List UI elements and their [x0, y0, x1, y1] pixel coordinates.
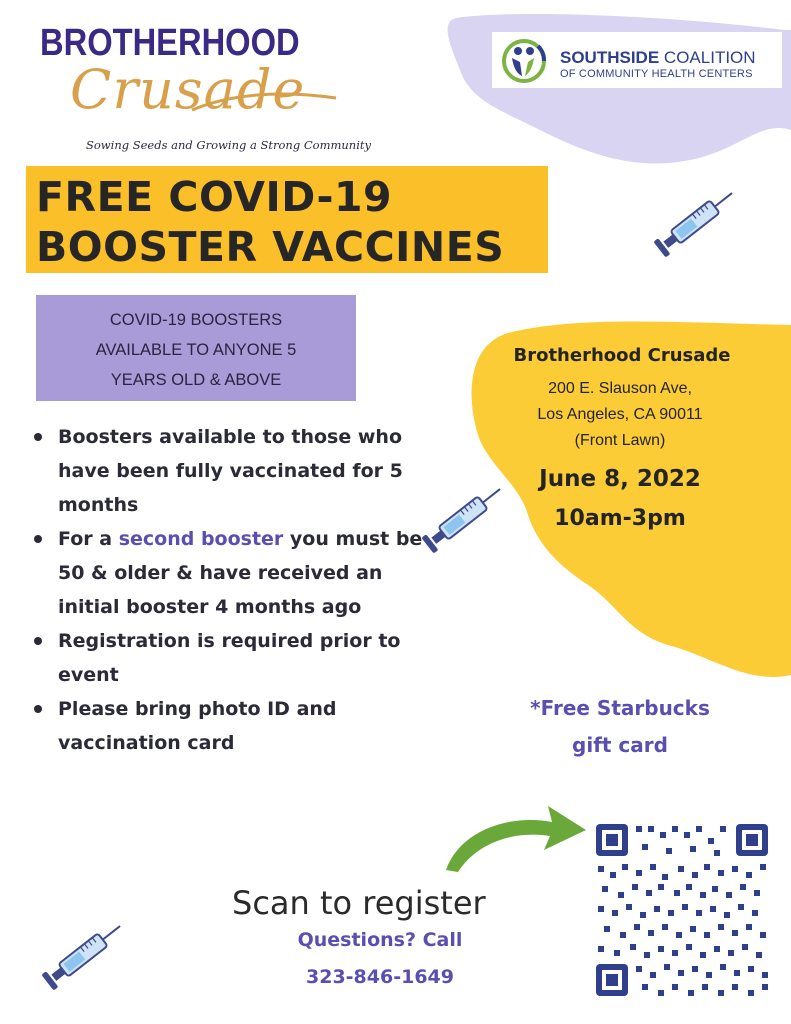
event-time: 10am-3pm: [554, 506, 686, 531]
brand-swoosh-icon: [190, 80, 340, 120]
callout-line-2: AVAILABLE TO ANYONE 5: [95, 341, 297, 359]
event-address-line-3: (Front Lawn): [574, 432, 666, 449]
list-item: Please bring photo ID and vaccination card: [28, 692, 428, 760]
syringe-icon: [640, 172, 750, 272]
callout-line-3: YEARS OLD & ABOVE: [110, 371, 282, 389]
headline-line-2: BOOSTER VACCINES: [36, 223, 505, 271]
eligibility-callout: [36, 295, 356, 401]
gift-line-2: gift card: [572, 733, 668, 757]
event-date: June 8, 2022: [539, 466, 701, 492]
phone-number[interactable]: 323-846-1649: [306, 966, 454, 988]
qr-code-icon[interactable]: [592, 820, 772, 1000]
list-item-text: For a: [58, 528, 119, 550]
brand-tagline: Sowing Seeds and Growing a Strong Community: [86, 138, 371, 152]
gift-line-1: *Free Starbucks: [530, 696, 710, 720]
headline-line-1: FREE COVID-19: [36, 173, 393, 221]
event-organization: Brotherhood Crusade: [513, 345, 731, 366]
syringe-icon: [28, 905, 138, 1005]
callout-line-1: COVID-19 BOOSTERS: [109, 311, 283, 329]
event-address-line-2: Los Angeles, CA 90011: [537, 406, 703, 423]
event-address: [470, 376, 770, 454]
list-item-text: you must be 50 & older & have received an initial booster 4 months ago: [58, 528, 423, 618]
scan-to-register-label: Scan to register: [232, 884, 486, 922]
syringe-icon: [408, 468, 518, 568]
partner-name-bold: SOUTHSIDE: [560, 48, 660, 67]
list-item: Registration is required prior to event: [28, 624, 428, 692]
partner-logo-icon: [498, 36, 554, 86]
second-booster-highlight: second booster: [118, 528, 284, 550]
partner-subtitle: OF COMMUNITY HEALTH CENTERS: [560, 68, 753, 80]
list-item: [28, 522, 428, 624]
questions-label: Questions? Call: [297, 929, 463, 951]
gift-card-incentive: [470, 690, 770, 764]
brand-name-top: BROTHERHOOD: [40, 22, 300, 64]
brand-name-script: Crusade: [70, 58, 306, 121]
headline: [36, 172, 504, 272]
event-address-line-1: 200 E. Slauson Ave,: [548, 380, 692, 397]
list-item: Boosters available to those who have been fully vaccinated for 5 months: [28, 420, 428, 522]
partner-name-rest: COALITION: [663, 48, 756, 67]
requirements-list: [28, 420, 428, 760]
curved-arrow-icon: [440, 800, 590, 880]
partner-name: [560, 48, 756, 68]
